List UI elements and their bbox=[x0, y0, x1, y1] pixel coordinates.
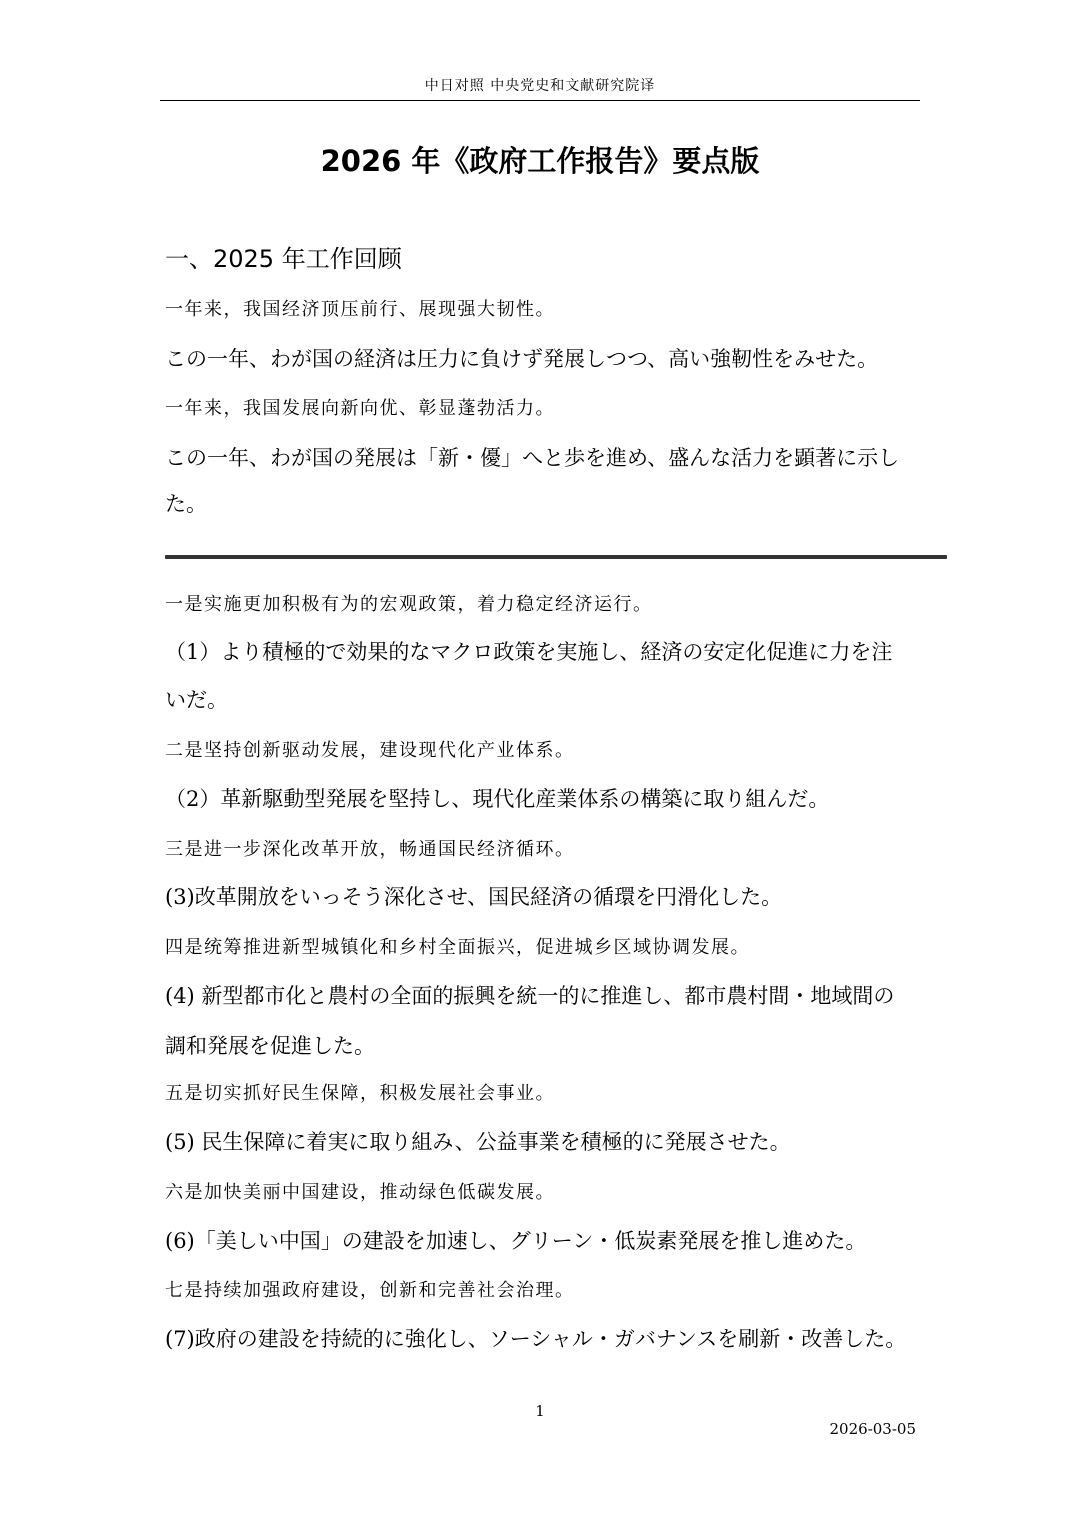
japanese-paragraph: (6)「美しい中国」の建設を加速し、グリーン・低炭素発展を推し進めた。 bbox=[165, 1229, 867, 1253]
japanese-paragraph: この一年、わが国の発展は「新・優」へと歩を進め、盛んな活力を顕著に示し bbox=[165, 446, 900, 470]
header-rule bbox=[160, 100, 920, 101]
japanese-paragraph-continuation: た。 bbox=[165, 492, 207, 516]
japanese-paragraph: (7)政府の建設を持続的に強化し、ソーシャル・ガバナンスを刷新・改善した。 bbox=[165, 1327, 907, 1351]
document-date: 2026-03-05 bbox=[829, 1420, 916, 1438]
japanese-paragraph: この一年、わが国の経済は圧力に負けず発展しつつ、高い強靭性をみせた。 bbox=[165, 347, 879, 371]
chinese-paragraph: 六是加快美丽中国建设，推动绿色低碳发展。 bbox=[165, 1182, 555, 1203]
chinese-paragraph: 一年来，我国经济顶压前行、展现强大韧性。 bbox=[165, 299, 555, 320]
page-number: 1 bbox=[535, 1402, 545, 1420]
document-title: 2026 年《政府工作报告》要点版 bbox=[320, 144, 760, 178]
chinese-paragraph: 一是实施更加积极有为的宏观政策，着力稳定经济运行。 bbox=[165, 594, 653, 615]
chinese-paragraph: 三是进一步深化改革开放，畅通国民经济循环。 bbox=[165, 839, 575, 860]
japanese-paragraph: (4) 新型都市化と農村の全面的振興を統一的に推進し、都市農村間・地域間の bbox=[165, 984, 895, 1008]
running-header: 中日对照 中央党史和文献研究院译 bbox=[424, 78, 656, 94]
japanese-paragraph: （1）より積極的で効果的なマクロ政策を実施し、経済の安定化促進に力を注 bbox=[165, 640, 893, 664]
section-divider bbox=[165, 555, 947, 559]
section-heading: 一、2025 年工作回顾 bbox=[165, 245, 402, 273]
japanese-paragraph-continuation: いだ。 bbox=[165, 688, 228, 712]
japanese-paragraph: (3)改革開放をいっそう深化させ、国民経済の循環を円滑化した。 bbox=[165, 885, 783, 909]
chinese-paragraph: 五是切实抓好民生保障，积极发展社会事业。 bbox=[165, 1083, 555, 1104]
chinese-paragraph: 二是坚持创新驱动发展，建设现代化产业体系。 bbox=[165, 740, 575, 761]
japanese-paragraph: (5) 民生保障に着実に取り組み、公益事業を積極的に発展させた。 bbox=[165, 1130, 791, 1154]
japanese-paragraph: （2）革新駆動型発展を堅持し、現代化産業体系の構築に取り組んだ。 bbox=[165, 787, 830, 811]
chinese-paragraph: 一年来，我国发展向新向优、彰显蓬勃活力。 bbox=[165, 398, 555, 419]
japanese-paragraph-continuation: 調和発展を促進した。 bbox=[165, 1034, 375, 1058]
chinese-paragraph: 四是统筹推进新型城镇化和乡村全面振兴，促进城乡区域协调发展。 bbox=[165, 937, 750, 958]
chinese-paragraph: 七是持续加强政府建设，创新和完善社会治理。 bbox=[165, 1280, 575, 1301]
